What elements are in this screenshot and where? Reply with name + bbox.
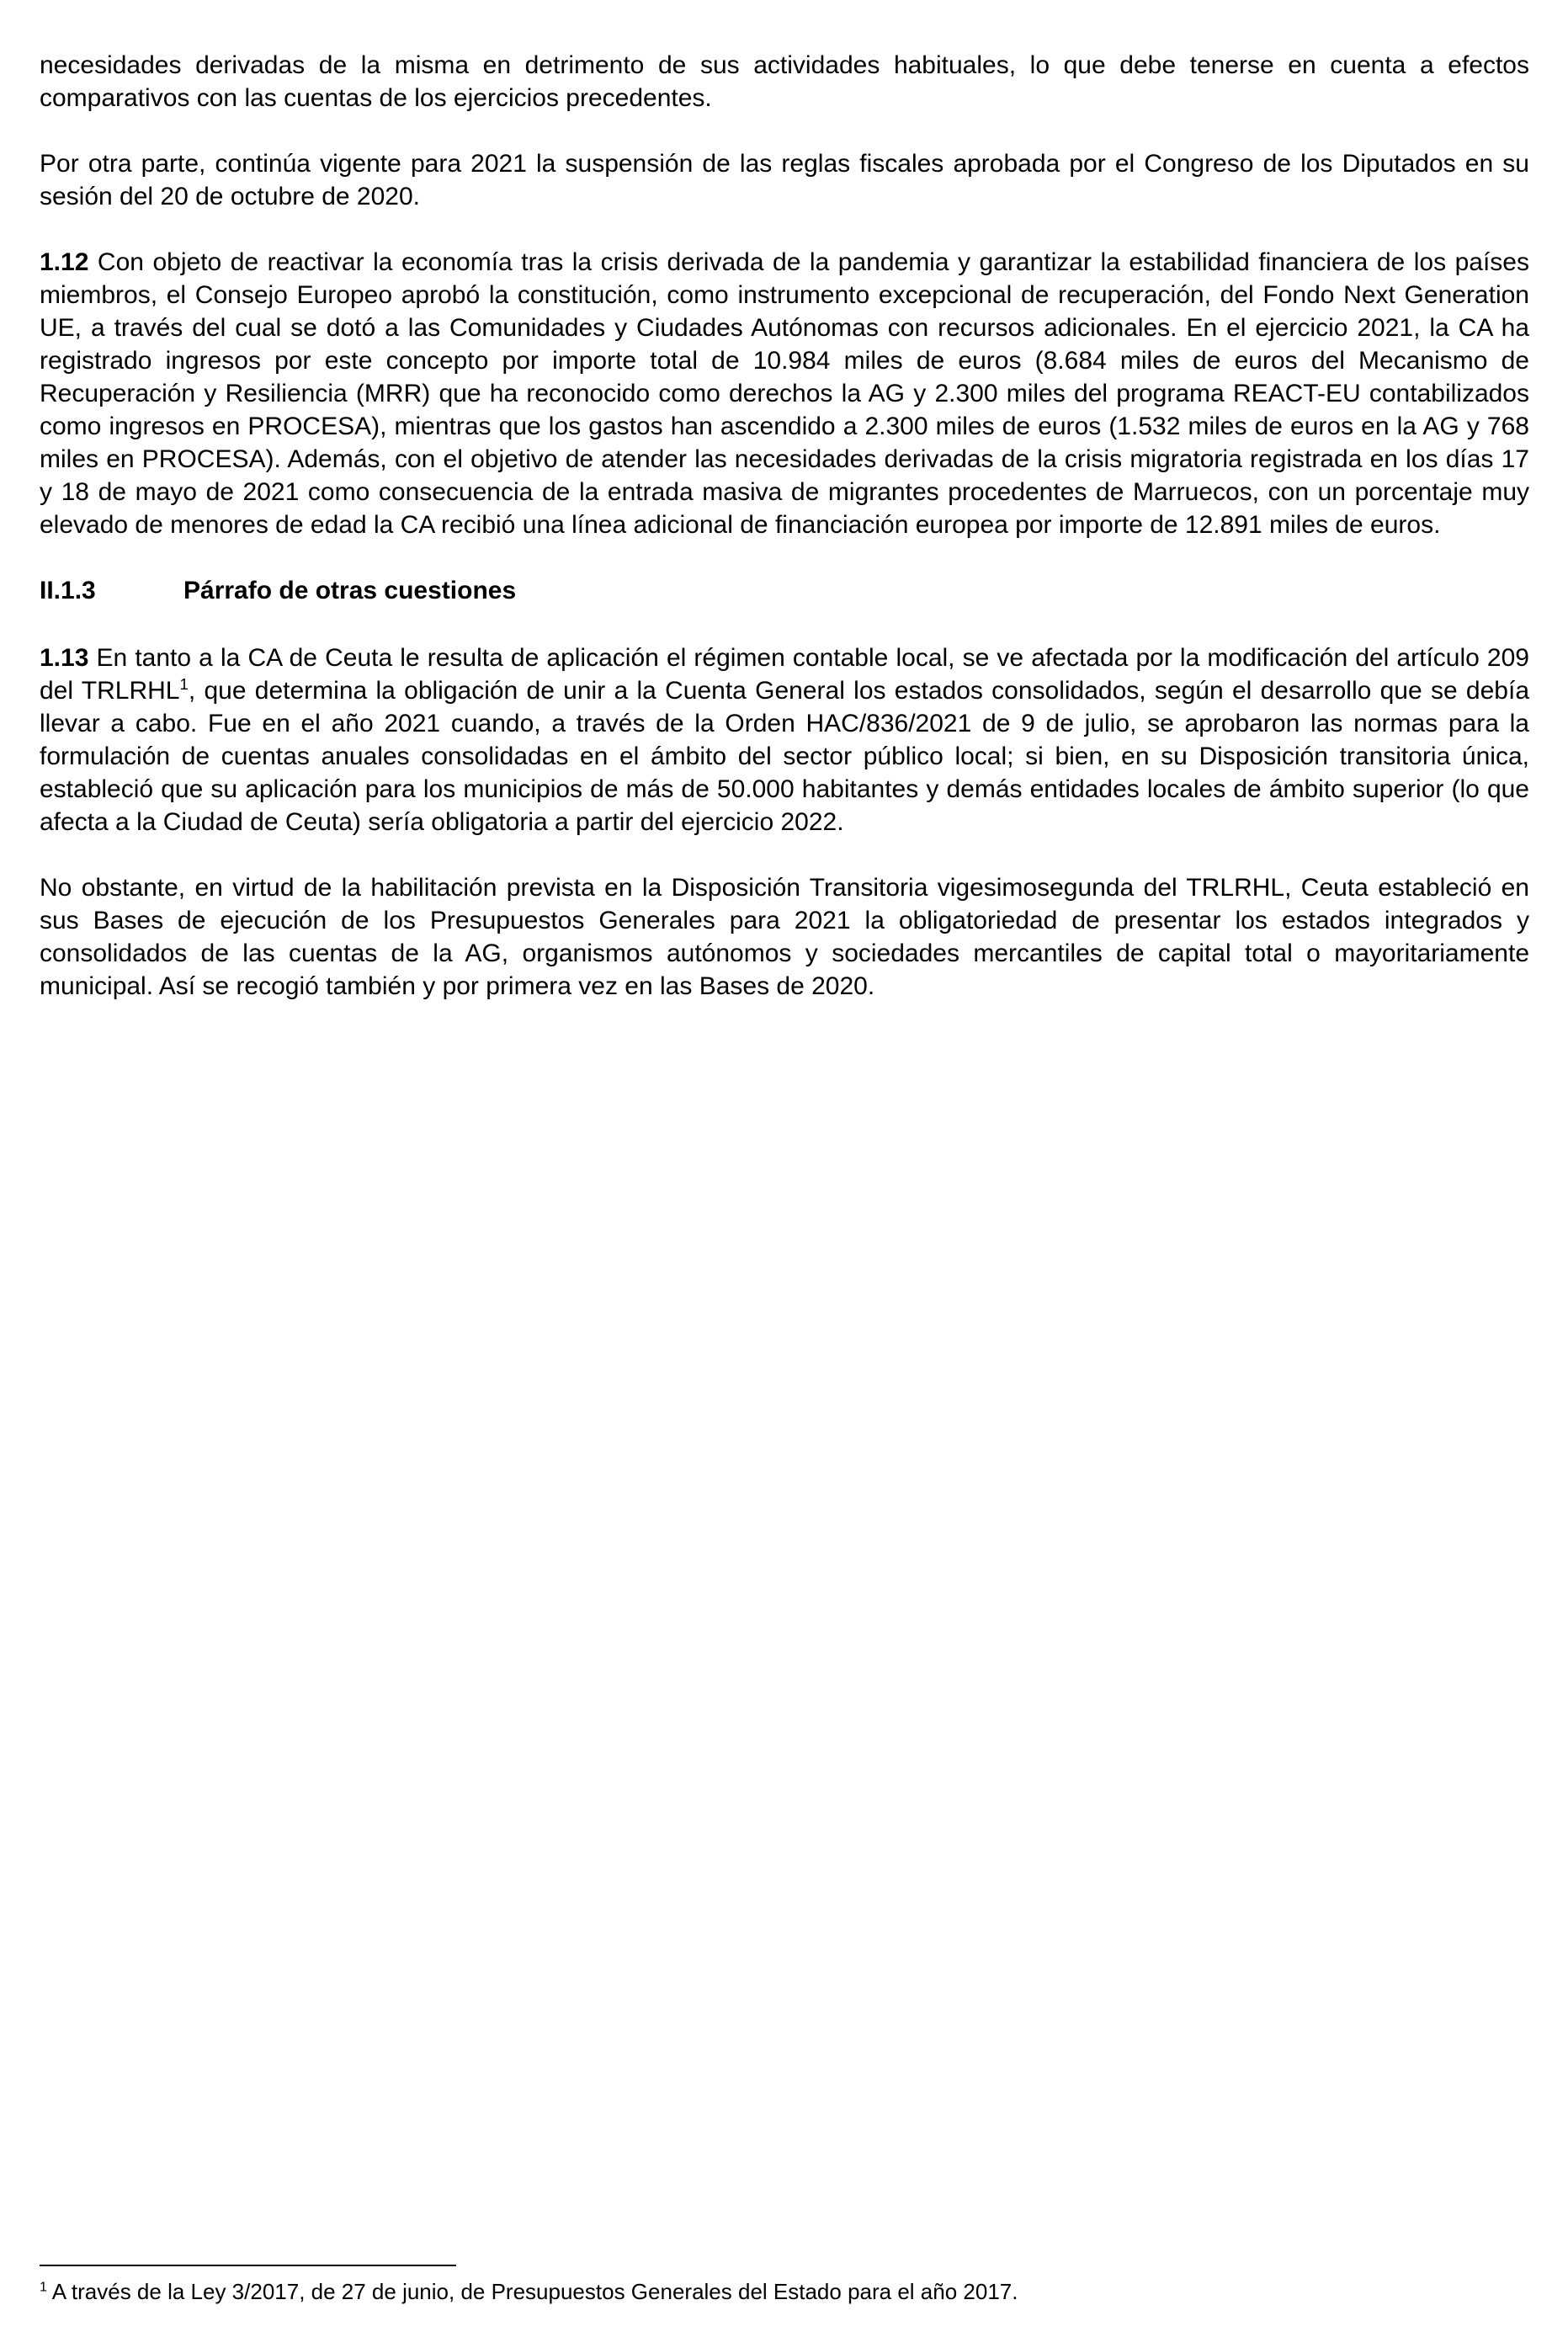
paragraph-reglas-fiscales	[40, 147, 1529, 213]
footnote	[40, 2278, 1529, 2307]
paragraph-no-obstante	[40, 871, 1529, 1003]
section-heading-title: Párrafo de otras cuestiones	[183, 577, 517, 604]
paragraph-text: No obstante, en virtud de la habilitación prevista en la Disposición Transitoria vigesimosegunda del TRLRHL, Ceuta estableció en sus Bases de ejecución de los Presupuestos Generales para 2021 la obligatoriedad de presentar los estados integrados y consolidados de las cuentas de la AG, organismos autónomos y sociedades mercantiles de capital total o mayoritariamente municipal. Así se recogió también y por primera vez en las Bases de 2020.	[40, 874, 1529, 1000]
footnote-section	[40, 2265, 1529, 2307]
paragraph-text: En tanto a la CA de Ceuta le resulta de aplicación el régimen contable local, se ve afectada por la modificación del artículo 209 del TRLRHL	[40, 644, 1529, 705]
section-heading	[40, 574, 1529, 607]
footnote-text: A través de la Ley 3/2017, de 27 de junio, de Presupuestos Generales del Estado para el año 2017.	[51, 2279, 1018, 2305]
footnote-divider	[40, 2265, 456, 2266]
paragraph-text: , que determina la obligación de unir a la Cuenta General los estados consolidados, según el desarrollo que se debía llevar a cabo. Fue en el año 2021 cuando, a través de la Orden HAC/836/2021 de 9 de julio, se aprobaron las normas para la formulación de cuentas anuales consolidadas en el ámbito del sector público local; si bien, en su Disposición transitoria única, estableció que su aplicación para los municipios de más de 50.000 habitantes y demás entidades locales de ámbito superior (lo que afecta a la Ciudad de Ceuta) sería obligatoria a partir del ejercicio 2022.	[40, 677, 1529, 836]
paragraph-text: Con objeto de reactivar la economía tras la crisis derivada de la pandemia y garantizar la estabilidad financiera de los países miembros, el Consejo Europeo aprobó la constitución, como instrumento excepcional de recuperación, del Fondo Next Generation UE, a través del cual se dotó a las Comunidades y Ciudades Autónomas con recursos adicionales. En el ejercicio 2021, la CA ha registrado ingresos por este concepto por importe total de 10.984 miles de euros (8.684 miles de euros del Mecanismo de Recuperación y Resiliencia (MRR) que ha reconocido como derechos la AG y 2.300 miles del programa REACT-EU contabilizados como ingresos en PROCESA), mientras que los gastos han ascendido a 2.300 miles de euros (1.532 miles de euros en la AG y 768 miles en PROCESA). Además, con el objetivo de atender las necesidades derivadas de la crisis migratoria registrada en los días 17 y 18 de mayo de 2021 como consecuencia de la entrada masiva de migrantes procedentes de Marruecos, con un porcentaje muy elevado de menores de edad la CA recibió una línea adicional de financiación europea por importe de 12.891 miles de euros.	[40, 248, 1529, 539]
paragraph-number: 1.13	[40, 644, 89, 672]
paragraph-continuation	[40, 49, 1529, 114]
section-heading-number: II.1.3	[40, 577, 96, 604]
paragraph-1-12	[40, 246, 1529, 541]
paragraph-text: necesidades derivadas de la misma en detrimento de sus actividades habituales, lo que debe tenerse en cuenta a efectos comparativos con las cuentas de los ejercicios precedentes.	[40, 51, 1529, 112]
paragraph-text: Por otra parte, continúa vigente para 2021 la suspensión de las reglas fiscales aprobada por el Congreso de los Diputados en su sesión del 20 de octubre de 2020.	[40, 150, 1529, 210]
footnote-reference: 1	[179, 675, 189, 693]
paragraph-number: 1.12	[40, 248, 89, 276]
paragraph-1-13	[40, 641, 1529, 838]
document-body	[40, 49, 1529, 1035]
footnote-marker: 1	[40, 2279, 47, 2295]
